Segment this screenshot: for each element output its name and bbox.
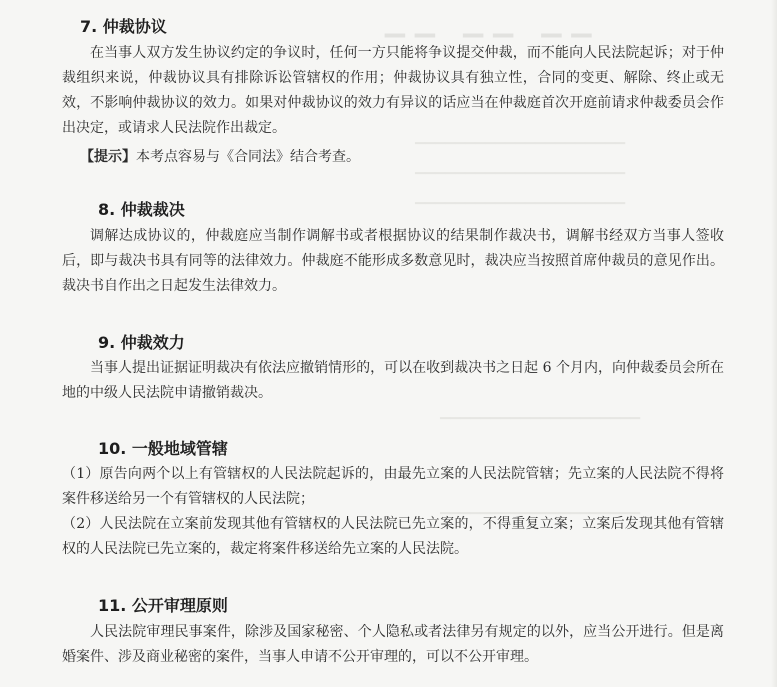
hint-text: 本考点容易与《合同法》结合考查。: [136, 149, 360, 165]
section-paragraph: 调解达成协议的，仲裁庭应当制作调解书或者根据协议的结果制作裁决书，调解书经双方当事人签收后，即与裁决书具有同等的法律效力。仲裁庭不能形成多数意见时，裁决应当按照首席仲裁员的意见作出。裁决书自作出之日起发生法律效力。: [62, 228, 724, 294]
bleed-through-line: ▁▁▁▁▁▁▁▁▁▁▁▁▁▁▁▁▁▁▁▁▁: [415, 130, 625, 145]
bleed-through-title: ▁▁ ▁▁ ▁▁: [385, 8, 602, 38]
bleed-through-line: ▁▁▁▁▁▁▁▁▁▁▁▁▁▁▁▁▁▁▁▁▁: [415, 190, 625, 205]
list-item: （2）人民法院在立案前发现其他有管辖权的人民法院已先立案的，不得重复立案；立案后发现其他有管辖权的人民法院已先立案的，裁定将案件移送给先立案的人民法院。: [62, 516, 724, 557]
page-edge-shadow: [771, 0, 777, 687]
bleed-through-line: ▁▁▁▁▁▁▁▁▁▁▁▁▁▁▁▁▁▁▁▁: [440, 405, 640, 420]
section-paragraph: 在当事人双方发生协议约定的争议时，任何一方只能将争议提交仲裁，而不能向人民法院起诉；对于仲裁组织来说，仲裁协议具有排除诉讼管辖权的作用；仲裁协议具有独立性，合同的变更、解除、终止或无效，不影响仲裁协议的效力。如果对仲裁协议的效力有异议的话应当在仲裁庭首次开庭前请求仲裁委员会作出决定，或请求人民法院作出裁定。: [62, 45, 724, 136]
section-heading: 7. 仲裁协议: [80, 17, 167, 36]
section-heading: 10. 一般地域管辖: [98, 439, 228, 458]
section-heading: 9. 仲裁效力: [98, 333, 185, 352]
section-paragraph: 人民法院审理民事案件，除涉及国家秘密、个人隐私或者法律另有规定的以外，应当公开进行。但是离婚案件、涉及商业秘密的案件，当事人申请不公开审理的，可以不公开审理。: [62, 624, 724, 665]
bleed-through-line: ▁▁▁▁▁▁▁▁▁▁▁▁▁▁▁▁▁▁▁▁: [440, 500, 640, 515]
section-heading: 11. 公开审理原则: [98, 596, 228, 615]
section-paragraph: 当事人提出证据证明裁决有依法应撤销情形的，可以在收到裁决书之日起 6 个月内，向仲裁委员会所在地的中级人民法院申请撤销裁决。: [62, 360, 724, 401]
bleed-through-line: ▁▁▁▁▁▁▁▁▁▁▁▁▁▁▁▁▁▁▁▁▁: [415, 160, 625, 175]
hint-tag: 【提示】: [80, 149, 136, 165]
hint-note: [80, 145, 720, 170]
list-item: （1）原告向两个以上有管辖权的人民法院起诉的，由最先立案的人民法院管辖；先立案的人民法院不得将案件移送给另一个有管辖权的人民法院；: [62, 466, 724, 507]
section-heading: 8. 仲裁裁决: [98, 200, 185, 219]
